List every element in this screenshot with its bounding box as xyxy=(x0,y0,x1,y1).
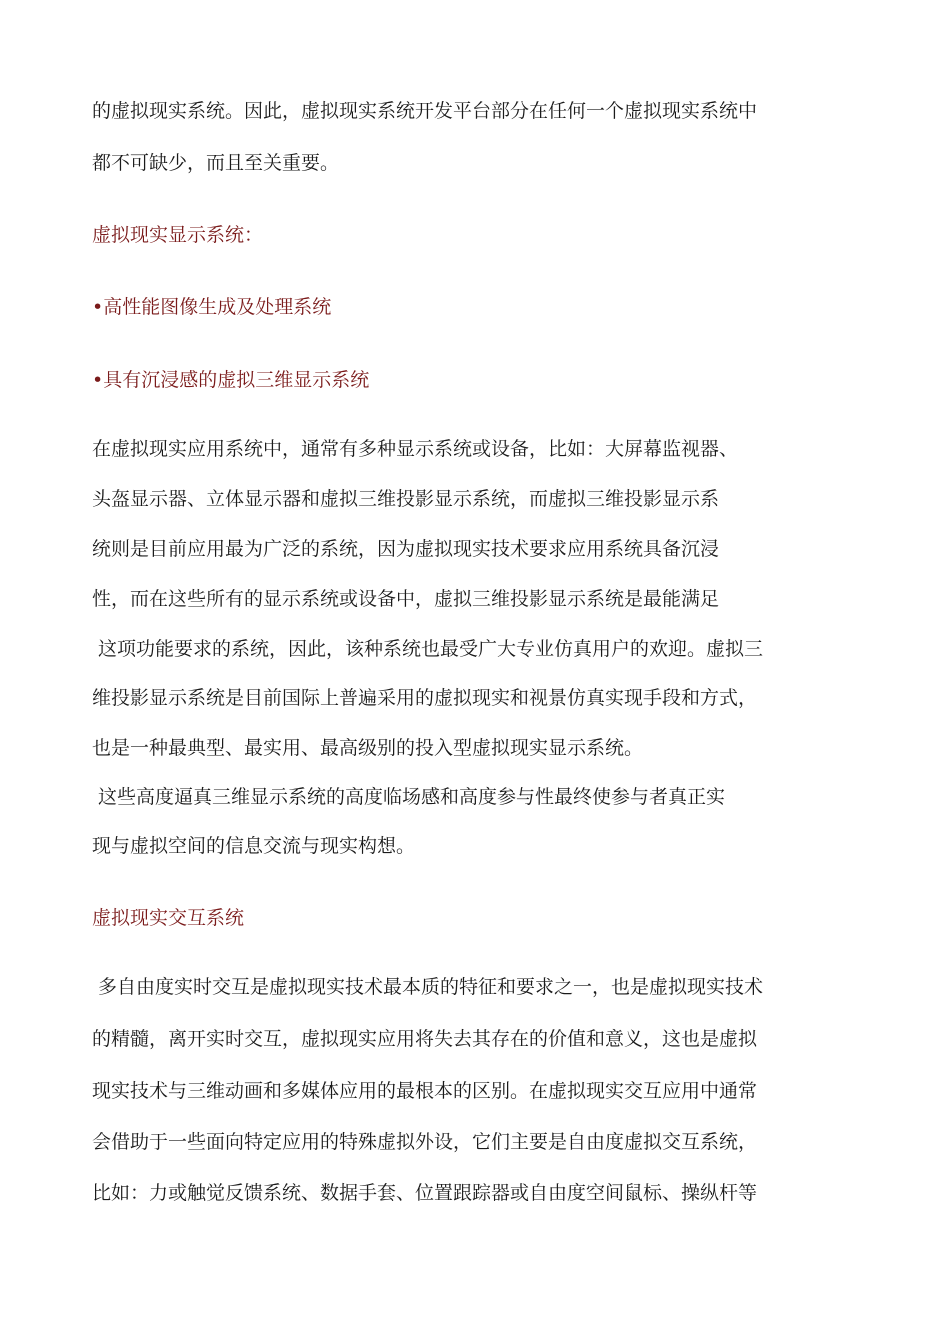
display-paragraph-line-8: 这些高度逼真三维显示系统的高度临场感和高度参与性最终使参与者真正实 xyxy=(98,786,726,808)
interaction-paragraph-line-5: 比如：力或触觉反馈系统、数据手套、位置跟踪器或自由度空间鼠标、操纵杆等 xyxy=(92,1182,758,1204)
display-paragraph-line-6: 维投影显示系统是目前国际上普遍采用的虚拟现实和视景仿真实现手段和方式， xyxy=(92,687,758,709)
interaction-paragraph-line-1: 多自由度实时交互是虚拟现实技术最本质的特征和要求之一，也是虚拟现实技术 xyxy=(98,976,764,998)
intro-line-2: 都不可缺少，而且至关重要。 xyxy=(92,152,340,174)
interaction-paragraph-line-2: 的精髓，离开实时交互，虚拟现实应用将失去其存在的价值和意义，这也是虚拟 xyxy=(92,1028,758,1050)
display-paragraph-line-1: 在虚拟现实应用系统中，通常有多种显示系统或设备，比如：大屏幕监视器、 xyxy=(92,438,739,460)
interaction-paragraph-line-3: 现实技术与三维动画和多媒体应用的最根本的区别。在虚拟现实交互应用中通常 xyxy=(92,1080,758,1102)
display-paragraph-line-9: 现与虚拟空间的信息交流与现实构想。 xyxy=(92,835,416,857)
display-paragraph-line-5: 这项功能要求的系统，因此，该种系统也最受广大专业仿真用户的欢迎。虚拟三 xyxy=(98,638,764,660)
display-section-heading: 虚拟现实显示系统： xyxy=(92,224,264,246)
display-paragraph-line-4: 性，而在这些所有的显示系统或设备中，虚拟三维投影显示系统是最能满足 xyxy=(92,588,720,610)
interaction-paragraph-line-4: 会借助于一些面向特定应用的特殊虚拟外设，它们主要是自由度虚拟交互系统， xyxy=(92,1131,758,1153)
display-bullet-1: •高性能图像生成及处理系统 xyxy=(92,296,332,318)
display-paragraph-line-7: 也是一种最典型、最实用、最高级别的投入型虚拟现实显示系统。 xyxy=(92,737,644,759)
display-paragraph-line-2: 头盔显示器、立体显示器和虚拟三维投影显示系统，而虚拟三维投影显示系 xyxy=(92,488,720,510)
display-paragraph-line-3: 统则是目前应用最为广泛的系统，因为虚拟现实技术要求应用系统具备沉浸 xyxy=(92,538,720,560)
display-bullet-2: •具有沉浸感的虚拟三维显示系统 xyxy=(92,369,370,391)
interaction-section-heading: 虚拟现实交互系统 xyxy=(92,907,245,929)
intro-line-1: 的虚拟现实系统。因此，虚拟现实系统开发平台部分在任何一个虚拟现实系统中 xyxy=(92,100,758,122)
